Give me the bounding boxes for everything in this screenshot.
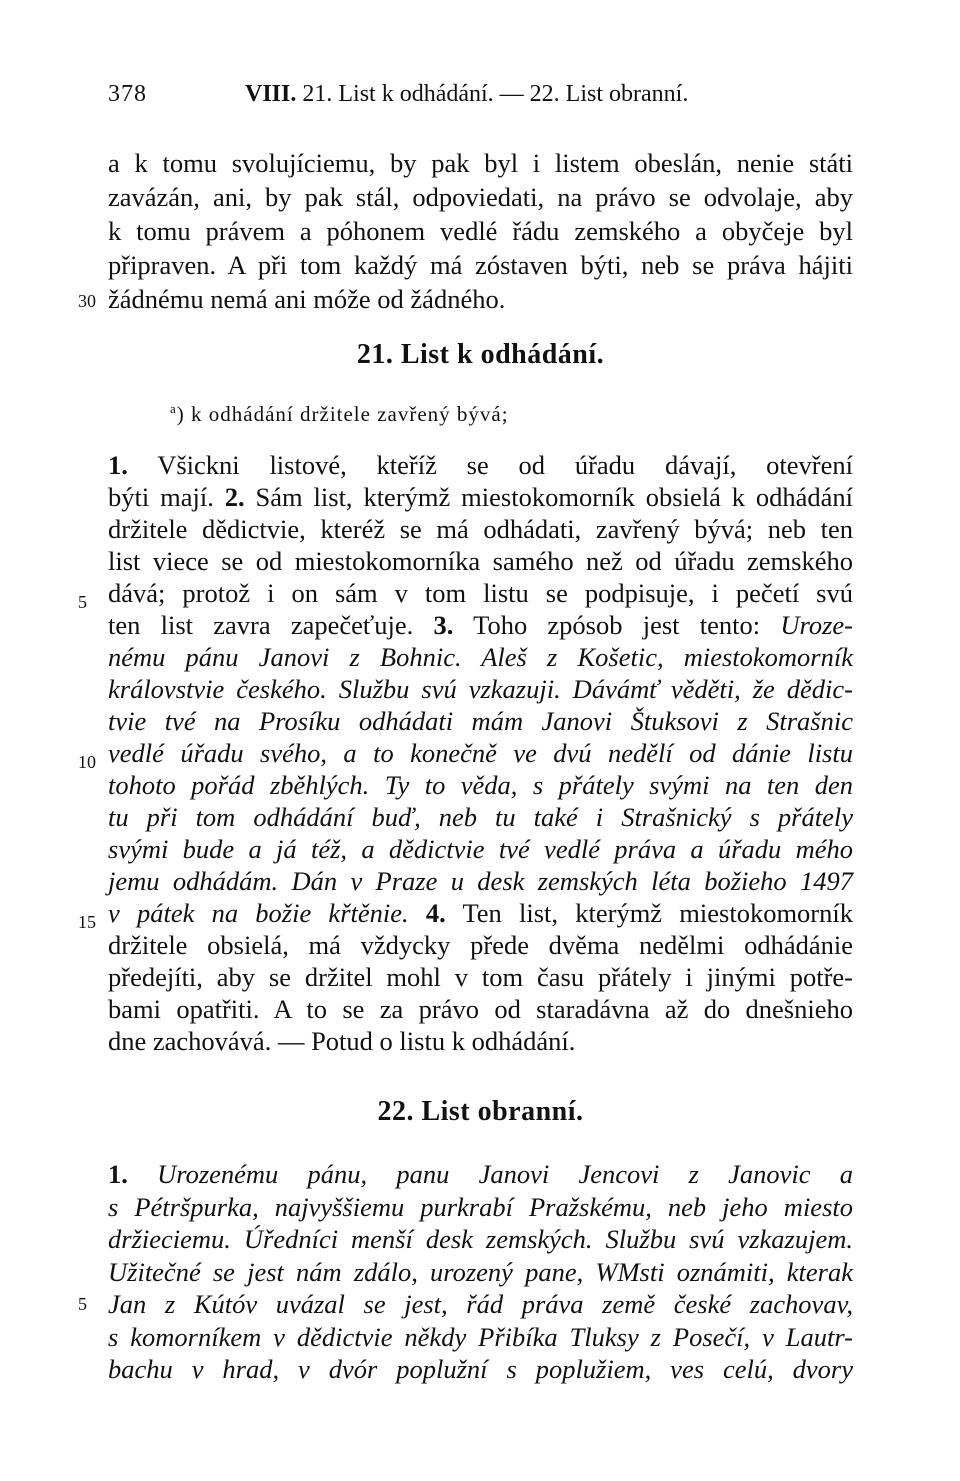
text-span: 2. (224, 482, 245, 512)
text-line (108, 768, 853, 802)
text-span: dává; protož i on sám v tom listu se podpisuje, i pečetí svú (108, 578, 853, 608)
text-line (108, 1320, 853, 1354)
text-span: jemu odhádám. Dán v Praze u desk zemských léta božieho 1497 (108, 866, 853, 896)
text-line (108, 736, 853, 770)
text-line (108, 704, 853, 738)
text-line: zavázán, ani, by pak stál, odpoviedati, na právo se odvolaje, aby (108, 182, 853, 212)
running-title-text: 21. List k odhádání. — 22. List obranní. (296, 81, 689, 107)
text-line (108, 864, 853, 898)
text-span: Sám list, kterýmž miestokomorník obsielá k odhádání (244, 482, 854, 512)
line-number: 30 (78, 291, 96, 311)
text-line (108, 992, 853, 1026)
text-span: Užitečné se jest nám zdálo, urozený pane, WMsti oznámiti, kterak (108, 1256, 853, 1287)
text-span: 1. (108, 450, 128, 480)
text-line (108, 896, 853, 930)
text-line: a k tomu svolujíciemu, by pak byl i listem obeslán, nenie státi (108, 148, 853, 178)
text-line (108, 640, 853, 674)
text-line (108, 672, 853, 706)
section-heading-22: 22. List obranní. (377, 1096, 584, 1127)
text-line (108, 480, 853, 514)
text-span: královstvie českého. Službu svú vzkazuji. Dávámť věděti, že dědic- (108, 674, 853, 704)
text-span (128, 1159, 157, 1189)
text-line (108, 1287, 853, 1321)
running-title (245, 74, 688, 114)
text-line (108, 832, 853, 866)
text-line (108, 1157, 853, 1191)
text-span: býti mají. (108, 482, 225, 512)
section-heading-21: 21. List k odhádání. (356, 339, 605, 370)
text-line (108, 1255, 853, 1289)
line-number: 10 (78, 752, 96, 772)
text-span: bami opatřiti. A to se za právo od staradávna až do dnešnieho (108, 994, 853, 1024)
text-line: připraven. A při tom každý má zóstaven býti, neb se práva hájiti (108, 250, 853, 280)
page-number: 378 (108, 81, 147, 107)
note-text: ) k odhádání držitele zavřený bývá; (176, 402, 509, 426)
text-span: držieciemu. Úředníci menší desk zemských. Službu svú vzkazujem. (108, 1224, 853, 1254)
text-span: 3. (433, 610, 454, 640)
text-span: v pátek na božie křtěnie. (108, 898, 409, 928)
text-span (409, 898, 426, 928)
text-span: list viece se od miestokomorníka samého než od úřadu zemského (108, 546, 853, 576)
line-number: 5 (78, 1294, 87, 1314)
text-span: držitele obsielá, má vždycky přede dvěma nedělmi odhádánie (108, 930, 853, 960)
text-line (108, 1190, 853, 1224)
text-span: 4. (425, 898, 446, 928)
note-marker: a (170, 401, 177, 416)
text-span: tvie tvé na Prosíku odhádati mám Janovi Štuksovi z Strašnic (108, 706, 853, 736)
page-header (108, 74, 868, 114)
text-span: Ten list, kterýmž miestokomorník (445, 898, 853, 928)
text-line (108, 1024, 853, 1058)
text-line: žádnému nemá ani móže od žádného. (108, 284, 506, 314)
text-span: ten list zavra zapečeťuje. (108, 610, 434, 640)
text-line (108, 576, 853, 610)
text-span: bachu v hrad, v dvór poplužní s poplužiem, ves celú, dvory (108, 1354, 853, 1384)
text-span: Všickni listové, kteříž se od úřadu dávají, otevření (127, 450, 853, 480)
text-span: s komorníkem v dědictvie někdy Přibíka Tluksy z Posečí, v Lautr- (108, 1321, 853, 1352)
text-span: 1. (108, 1159, 128, 1189)
line-number: 15 (78, 912, 96, 932)
text-span: Jan z Kútóv uvázal se jest, řád práva země české zachovav, (108, 1289, 853, 1319)
text-span: držitele dědictvie, kteréž se má odhádati, zavřený bývá; neb ten (108, 514, 853, 544)
section-roman: VIII. (245, 81, 297, 107)
text-line (108, 512, 853, 546)
text-span: s Pétršpurka, najvyššiemu purkrabí Pražskému, neb jeho miesto (108, 1191, 853, 1222)
text-span: Urozenému pánu, panu Janovi Jencovi z Janovic a (157, 1159, 854, 1189)
text-span: vedlé úřadu svého, a to konečně ve dvú nedělí od dánie listu (108, 738, 853, 768)
text-line (108, 960, 853, 994)
text-line (108, 1222, 853, 1256)
text-span: nému pánu Janovi z Bohnic. Aleš z Košetic, miestokomorník (108, 642, 853, 672)
text-span: tohoto pořád zběhlých. Ty to věda, s přátely svými na ten den (108, 770, 853, 800)
text-line (108, 448, 853, 482)
text-line (108, 544, 853, 578)
text-line (108, 608, 853, 642)
text-span: svými bude a já též, a dědictvie tvé vedlé práva a úřadu mého (108, 834, 853, 864)
text-span: Toho zpósob jest tento: (453, 610, 781, 640)
text-line (108, 928, 853, 962)
line-number: 5 (78, 592, 87, 612)
text-line (108, 1352, 853, 1386)
text-line (108, 800, 853, 834)
text-span: dne zachovává. — Potud o listu k odhádání. (108, 1026, 576, 1056)
text-span: tu při tom odhádání buď, neb tu také i Strašnický s přátely (108, 802, 853, 832)
text-line: k tomu právem a póhonem vedlé řádu zemského a obyčeje byl (108, 216, 853, 246)
section-note-21 (170, 394, 509, 429)
text-span: předejíti, aby se držitel mohl v tom času přátely i jinými potře- (108, 962, 853, 992)
text-span: Uroze- (780, 610, 853, 640)
